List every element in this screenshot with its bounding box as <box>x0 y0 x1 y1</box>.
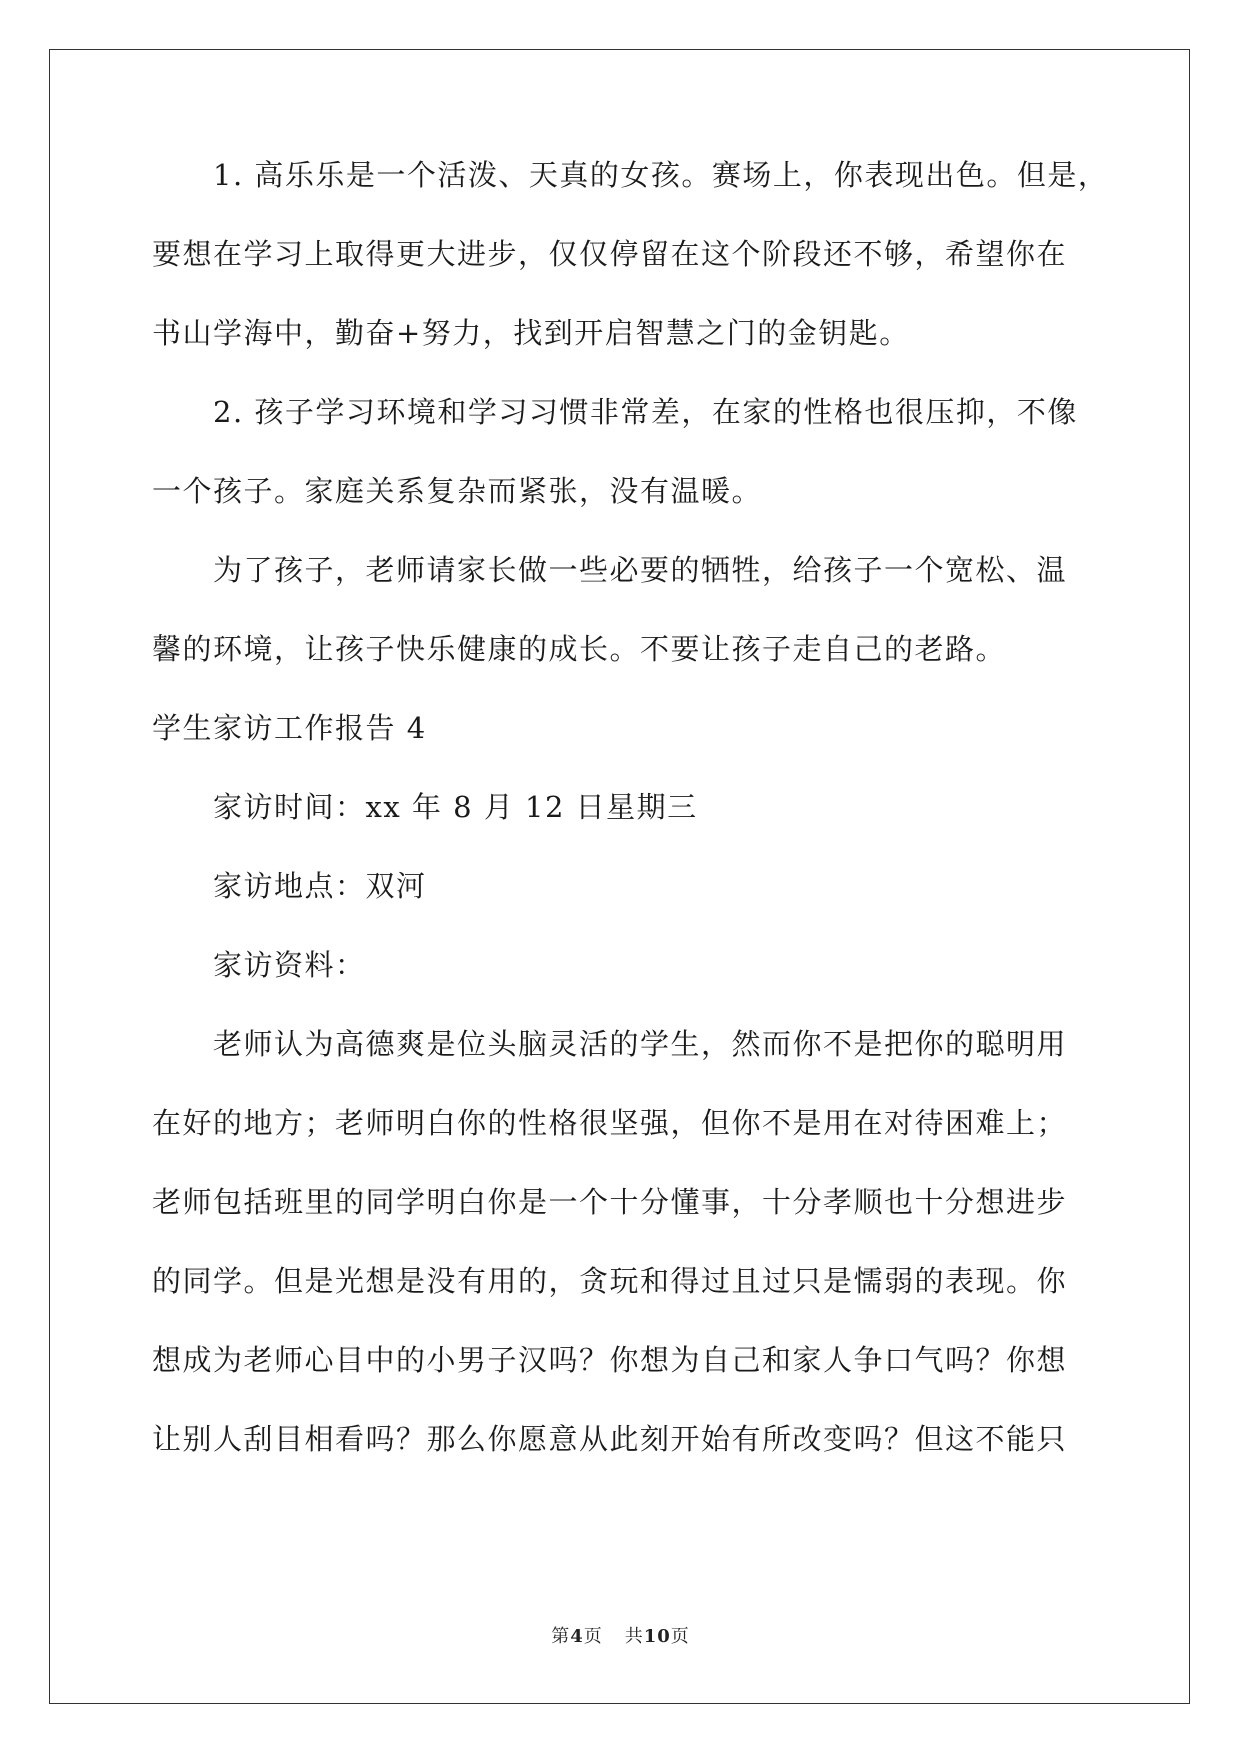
page-total: 10 <box>643 1626 671 1647</box>
text-line: 要想在学习上取得更大进步，仅仅停留在这个阶段还不够，希望你在 <box>152 237 1068 271</box>
text-line: 为了孩子，老师请家长做一些必要的牺牲，给孩子一个宽松、温 <box>152 553 1068 587</box>
text-line: 老师包括班里的同学明白你是一个十分懂事，十分孝顺也十分想进步 <box>152 1185 1068 1219</box>
text-line: 的同学。但是光想是没有用的，贪玩和得过且过只是懦弱的表现。你 <box>152 1264 1068 1298</box>
page-current: 4 <box>570 1626 584 1647</box>
visit-time: 家访时间：xx 年 8 月 12 日星期三 <box>152 790 698 824</box>
text-line: 1. 高乐乐是一个活泼、天真的女孩。赛场上，你表现出色。但是， <box>152 158 1109 192</box>
text-line: 老师认为高德爽是位头脑灵活的学生，然而你不是把你的聪明用 <box>152 1027 1068 1061</box>
total-prefix: 共 <box>624 1626 644 1647</box>
visit-location: 家访地点：双河 <box>152 869 427 903</box>
text-line: 一个孩子。家庭关系复杂而紧张，没有温暖。 <box>152 474 763 508</box>
page-footer <box>0 1622 1241 1648</box>
text-line: 想成为老师心目中的小男子汉吗？你想为自己和家人争口气吗？你想 <box>152 1343 1068 1377</box>
visit-materials-label: 家访资料： <box>152 948 366 982</box>
text-line: 2. 孩子学习环境和学习习惯非常差，在家的性格也很压抑，不像 <box>152 395 1078 429</box>
text-line: 让别人刮目相看吗？那么你愿意从此刻开始有所改变吗？但这不能只 <box>152 1422 1068 1456</box>
total-unit: 页 <box>670 1626 690 1647</box>
text-line: 在好的地方；老师明白你的性格很坚强，但你不是用在对待困难上； <box>152 1106 1068 1140</box>
text-line: 馨的环境，让孩子快乐健康的成长。不要让孩子走自己的老路。 <box>152 632 1007 666</box>
text-line: 书山学海中，勤奋+努力，找到开启智慧之门的金钥匙。 <box>152 316 910 350</box>
page-prefix: 第 <box>551 1626 571 1647</box>
document-body <box>152 158 1109 1456</box>
page-unit: 页 <box>583 1626 603 1647</box>
section-heading: 学生家访工作报告 4 <box>152 711 427 745</box>
